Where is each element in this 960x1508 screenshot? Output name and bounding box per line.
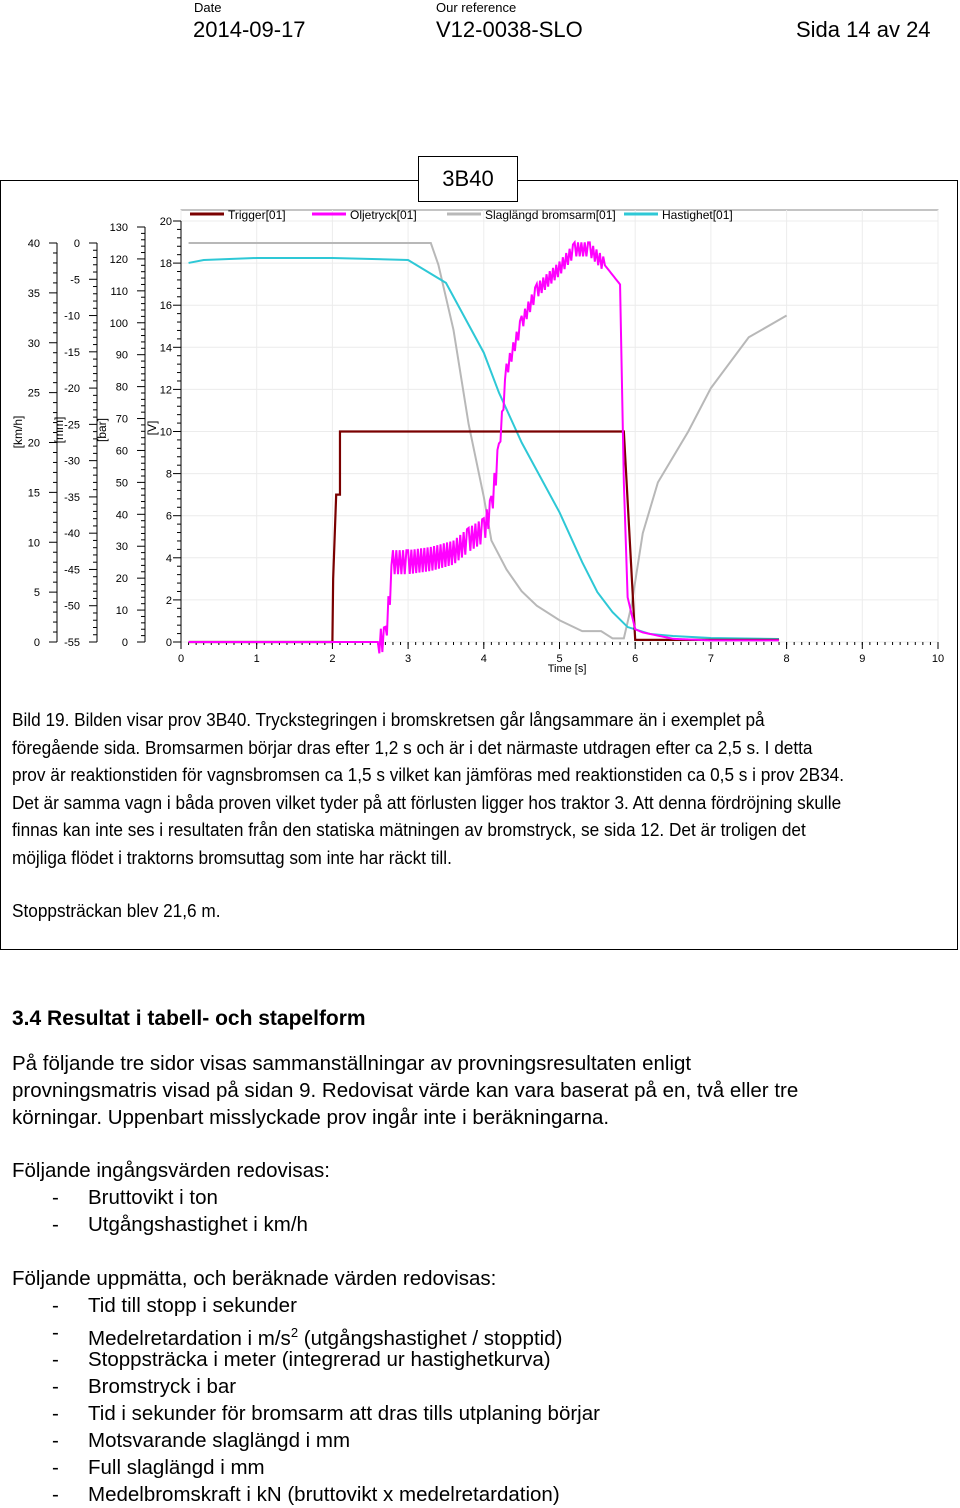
superscript-2: 2: [290, 1325, 299, 1340]
intro-paragraph: [12, 1050, 952, 1131]
y-tick-label: -5: [70, 274, 80, 287]
list-item: - Stoppsträcka i meter (integrerad ur hastighetkurva): [52, 1348, 551, 1371]
caption-line: Det är samma vagn i båda proven vilket tyder på att förlusten ligger hos traktor 3. Att denna fördröjning skulle: [12, 791, 842, 813]
y-tick-label: 30: [27, 337, 40, 350]
list-item: - Tid till stopp i sekunder: [52, 1294, 297, 1317]
intro-line: På följande tre sidor visas sammanställningar av provningsresultaten enligt: [12, 1052, 692, 1075]
x-tick-label: 1: [253, 653, 260, 665]
y-tick-label: 110: [110, 285, 128, 298]
date-label: Date: [194, 0, 222, 15]
figure-title: 3B40: [418, 156, 518, 202]
list-item: - Utgångshastighet i km/h: [52, 1213, 308, 1236]
y-tick-label: 80: [115, 381, 128, 394]
legend-label: Hastighet[01]: [662, 208, 733, 222]
date-value: 2014-09-17: [193, 17, 306, 42]
y-tick-label: -15: [64, 346, 80, 359]
list-item: - Full slaglängd i mm: [52, 1456, 265, 1479]
measured-values-block: [12, 1265, 952, 1508]
caption-line: prov är reaktionstiden för vagnsbromsen ca 1,5 s vilket kan jämföras med reaktionstiden ca 0,5 s i prov 2B34.: [12, 764, 845, 785]
figure-caption: [12, 706, 886, 925]
caption-line: finnas kan inte ses i resultaten från den statiska mätningen av bromstryck, se sida 12. Det är troligen det: [12, 819, 806, 840]
y-tick-label: 0: [73, 238, 80, 250]
y-tick-label: -25: [64, 419, 80, 432]
section-heading: [12, 1007, 366, 1031]
input-heading: Följande ingångsvärden redovisas:: [12, 1159, 330, 1182]
input-values-block: [12, 1157, 952, 1238]
x-tick-label: 0: [177, 653, 185, 665]
list-item: - Motsvarande slaglängd i mm: [52, 1429, 351, 1452]
input-list: [12, 1184, 952, 1238]
y-tick-label: 120: [109, 253, 128, 266]
y-tick-label: 14: [159, 342, 172, 355]
list-item: - Bruttovikt i ton: [52, 1186, 218, 1209]
measured-list: [12, 1292, 952, 1508]
y-tick-label: 10: [115, 605, 128, 618]
y-axis-unit-label: [km/h]: [11, 415, 25, 449]
y-tick-label: -50: [64, 600, 80, 613]
y-tick-label: 60: [115, 445, 128, 458]
y-tick-label: 30: [115, 541, 128, 554]
reference-label: Our reference: [436, 0, 517, 15]
section-title: Resultat i tabell- och stapelform: [47, 1007, 366, 1030]
y-tick-label: 8: [165, 468, 172, 481]
y-tick-label: 40: [115, 509, 128, 522]
y-tick-label: 6: [165, 510, 172, 523]
x-tick-label: 3: [405, 653, 412, 665]
measured-heading: Följande uppmätta, och beräknade värden redovisas:: [12, 1267, 497, 1290]
x-tick-label: 6: [632, 653, 639, 665]
list-item: - Bromstryck i bar: [52, 1375, 237, 1398]
y-tick-label: -30: [64, 455, 80, 468]
y-tick-label: 35: [27, 287, 40, 300]
list-item: - Tid i sekunder för bromsarm att dras tills utplaning börjar: [52, 1402, 600, 1425]
y-tick-label: 50: [115, 477, 128, 490]
y-tick-label: -35: [64, 491, 80, 504]
x-tick-label: 7: [707, 653, 714, 665]
x-tick-label: 8: [783, 653, 790, 665]
y-axis-unit-label: [mm]: [52, 416, 66, 444]
y-tick-label: -10: [64, 310, 80, 323]
intro-line: provningsmatris visad på sidan 9. Redovisat värde kan vara baserat på en, två eller tre: [12, 1079, 799, 1102]
measurement-chart: [0, 200, 958, 685]
y-tick-label: 100: [109, 317, 128, 330]
x-tick-label: 9: [859, 653, 866, 665]
x-tick-label: 10: [931, 653, 945, 665]
y-tick-label: -45: [64, 564, 80, 577]
y-tick-label: 12: [159, 384, 172, 397]
list-item: - Medelbromskraft i kN (bruttovikt x medelretardation): [52, 1483, 560, 1506]
x-axis-label: Time [s]: [547, 663, 587, 675]
y-tick-label: -20: [64, 383, 80, 396]
legend-label: Oljetryck[01]: [350, 208, 417, 222]
y-tick-label: 20: [27, 437, 40, 450]
y-tick-label: 5: [33, 587, 40, 600]
y-tick-label: 16: [159, 300, 172, 313]
y-axis-unit-label: [bar]: [95, 417, 109, 443]
y-tick-label: 0: [165, 637, 172, 649]
y-tick-label: -40: [64, 528, 80, 541]
y-tick-label: -55: [64, 637, 80, 649]
x-tick-label: 5: [556, 653, 563, 665]
y-tick-label: 70: [115, 413, 128, 426]
section-number: 3.4: [12, 1007, 42, 1030]
y-tick-label: 0: [33, 637, 40, 649]
list-item: - Medelretardation i $m/s^2$ (utgångshastighet / stopptid): [52, 1321, 563, 1350]
y-tick-label: 20: [115, 573, 128, 586]
page-number: Sida 14 av 24: [796, 17, 931, 42]
intro-line: körningar. Uppenbart misslyckade prov ingår inte i beräkningarna.: [12, 1106, 610, 1129]
y-tick-label: 25: [27, 387, 40, 400]
legend-label: Trigger[01]: [228, 208, 286, 222]
caption-stop-distance: Stoppsträckan blev 21,6 m.: [12, 900, 221, 921]
y-tick-label: 10: [27, 537, 40, 550]
caption-line: föregående sida. Bromsarmen börjar dras efter 1,2 s och är i det närmaste utdragen efter ca 2,5 s. I detta: [12, 736, 813, 758]
caption-line: Bild 19. Bilden visar prov 3B40. Tryckstegringen i bromskretsen går långsammare än i exemplet på: [12, 709, 765, 730]
legend-label: Slaglängd bromsarm[01]: [485, 208, 616, 222]
y-tick-label: 90: [115, 349, 128, 362]
y-tick-label: 10: [159, 426, 172, 439]
reference-value: V12-0038-SLO: [436, 17, 583, 42]
x-tick-label: 4: [480, 653, 487, 665]
y-tick-label: 130: [109, 222, 128, 234]
y-axis-unit-label: [V]: [145, 420, 159, 436]
y-tick-label: 2: [165, 594, 172, 607]
y-tick-label: 20: [159, 216, 172, 228]
y-tick-label: 40: [27, 238, 40, 250]
y-tick-label: 4: [165, 552, 172, 565]
y-tick-label: 0: [121, 637, 128, 649]
y-tick-label: 18: [159, 258, 172, 271]
x-tick-label: 2: [329, 653, 336, 665]
y-tick-label: 15: [27, 487, 40, 500]
caption-line: möjliga flödet i traktorns bromsuttag som inte har räckt till.: [12, 846, 452, 868]
